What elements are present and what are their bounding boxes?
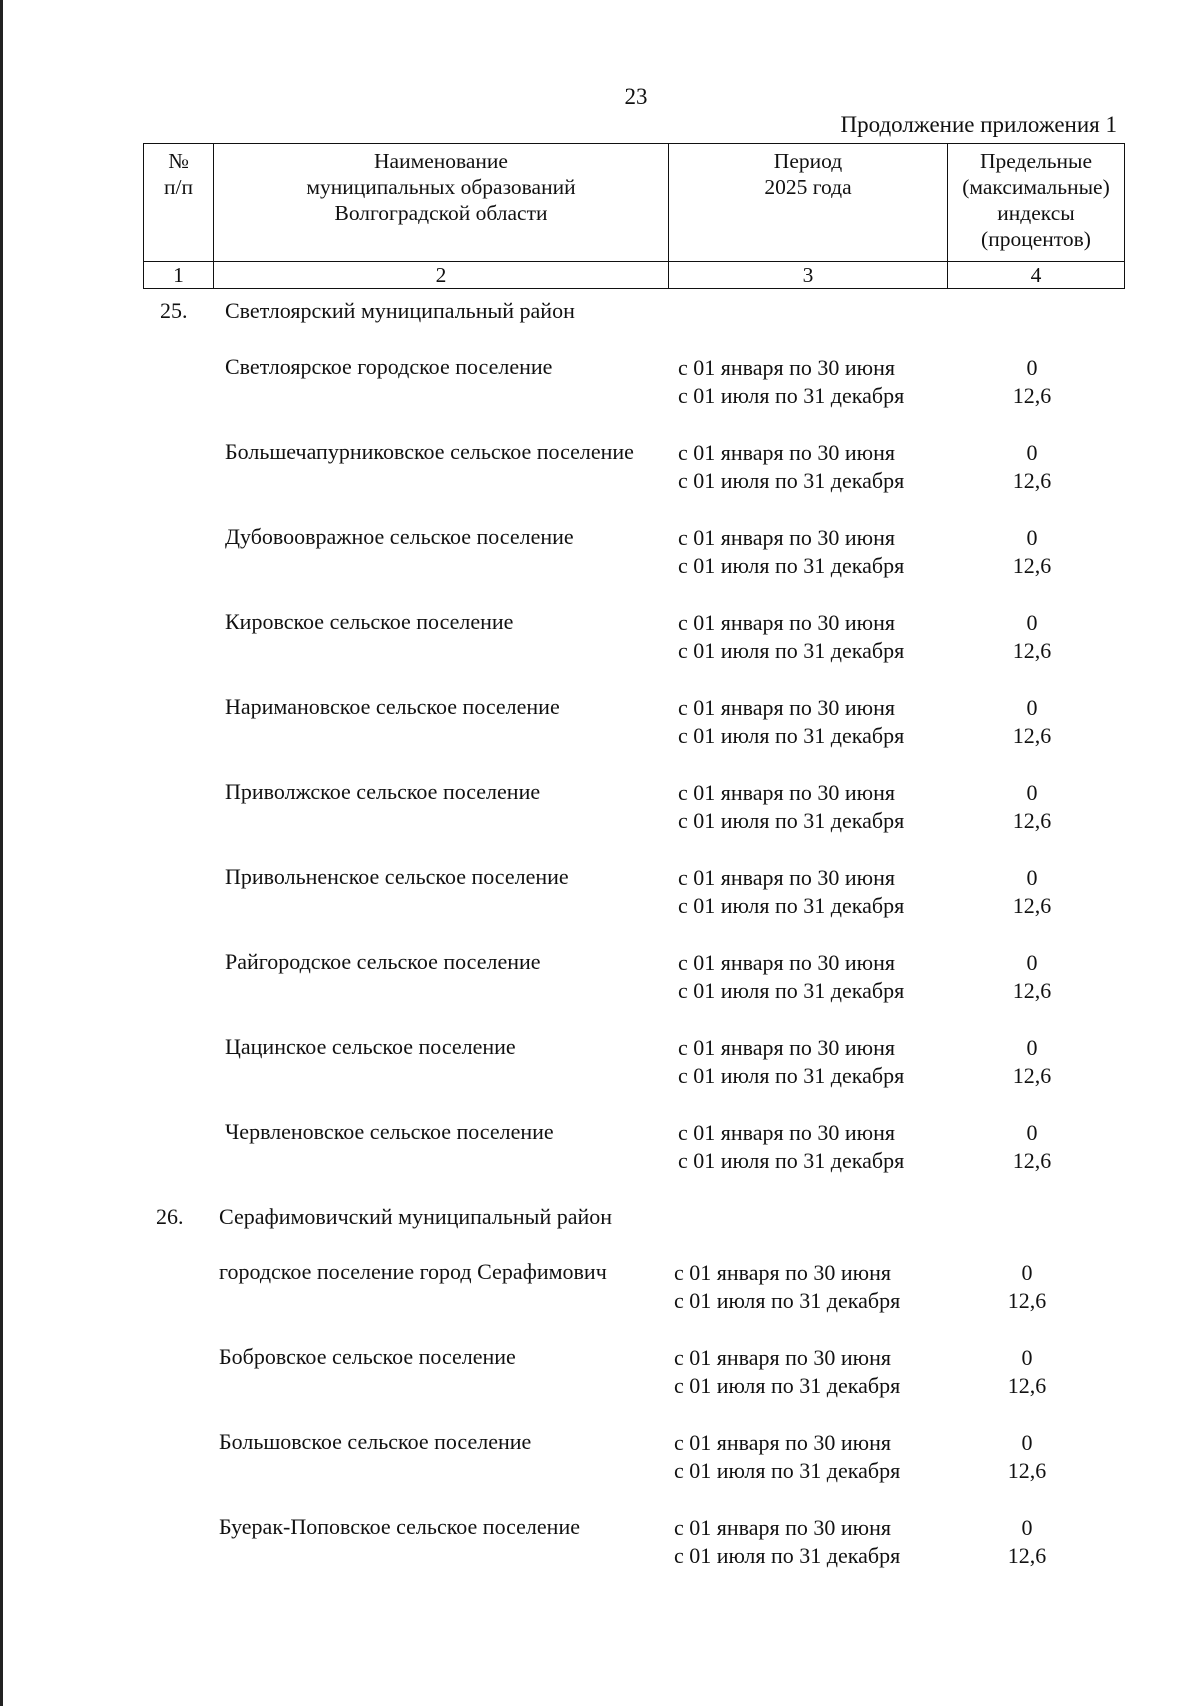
period-line: с 01 июля по 31 декабря [678, 468, 905, 493]
period-line: с 01 января по 30 июня [674, 1515, 892, 1540]
settlement-name: Кировское сельское поселение [225, 609, 514, 634]
index-value: 12,6 [1012, 468, 1052, 493]
period-line: с 01 января по 30 июня [678, 440, 896, 465]
header-line: Предельные [979, 149, 1093, 173]
period-cell [678, 779, 904, 835]
header-line: (процентов) [981, 227, 1091, 251]
index-value: 0 [1026, 1035, 1038, 1060]
period-line: с 01 июля по 31 декабря [678, 808, 905, 833]
district-number: 25. [160, 298, 188, 323]
index-cell [982, 1344, 1072, 1400]
period-line: с 01 июля по 31 декабря [678, 1063, 905, 1088]
period-line: с 01 июля по 31 декабря [674, 1373, 901, 1398]
index-cell [982, 1259, 1072, 1315]
index-value: 0 [1021, 1260, 1033, 1285]
index-value: 0 [1026, 525, 1038, 550]
period-cell [678, 864, 904, 920]
period-line: с 01 января по 30 июня [678, 865, 896, 890]
index-value: 12,6 [1012, 893, 1052, 918]
index-cell [987, 779, 1077, 835]
index-value: 0 [1026, 1120, 1038, 1145]
index-value: 12,6 [1012, 553, 1052, 578]
index-value: 12,6 [1012, 638, 1052, 663]
header-line: Волгоградской области [334, 201, 548, 225]
column-number-3: 3 [669, 262, 948, 289]
header-line: муниципальных образований [306, 175, 576, 199]
period-cell [678, 694, 904, 750]
index-value: 0 [1026, 950, 1038, 975]
period-cell [678, 439, 904, 495]
period-cell [674, 1514, 900, 1570]
settlement-name: Райгородское сельское поселение [225, 949, 541, 974]
index-cell [987, 864, 1077, 920]
index-value: 0 [1026, 865, 1038, 890]
period-line: с 01 января по 30 июня [674, 1260, 892, 1285]
period-line: с 01 января по 30 июня [674, 1345, 892, 1370]
period-line: с 01 июля по 31 декабря [674, 1543, 901, 1568]
index-value: 12,6 [1012, 1063, 1052, 1088]
settlement-name: Червленовское сельское поселение [225, 1119, 554, 1144]
settlement-name: Большовское сельское поселение [219, 1429, 532, 1454]
period-cell [674, 1344, 900, 1400]
header-line: № [168, 149, 189, 173]
index-value: 12,6 [1007, 1373, 1047, 1398]
period-line: с 01 января по 30 июня [678, 695, 896, 720]
period-line: с 01 января по 30 июня [674, 1430, 892, 1455]
index-value: 0 [1026, 355, 1038, 380]
settlement-name: Приволжское сельское поселение [225, 779, 541, 804]
period-line: с 01 января по 30 июня [678, 610, 896, 635]
district-name: Серафимовичский муниципальный район [219, 1204, 613, 1229]
settlement-name: Привольненское сельское поселение [225, 864, 569, 889]
index-value: 12,6 [1007, 1458, 1047, 1483]
index-value: 12,6 [1012, 383, 1052, 408]
period-cell [674, 1259, 900, 1315]
index-value: 0 [1026, 440, 1038, 465]
index-value: 12,6 [1012, 1148, 1052, 1173]
period-line: с 01 июля по 31 декабря [678, 383, 905, 408]
header-line: Период [773, 149, 843, 173]
district-number: 26. [156, 1204, 184, 1229]
index-value: 12,6 [1007, 1543, 1047, 1568]
period-cell [674, 1429, 900, 1485]
settlement-name: Бобровское сельское поселение [219, 1344, 516, 1369]
index-value: 0 [1026, 695, 1038, 720]
period-line: с 01 июля по 31 декабря [678, 893, 905, 918]
index-cell [987, 354, 1077, 410]
period-line: с 01 июля по 31 декабря [678, 1148, 905, 1173]
period-cell [678, 1034, 904, 1090]
index-value: 0 [1021, 1430, 1033, 1455]
column-number-2: 2 [214, 262, 669, 289]
index-value: 0 [1026, 610, 1038, 635]
period-line: с 01 июля по 31 декабря [674, 1288, 901, 1313]
index-value: 12,6 [1012, 723, 1052, 748]
period-line: с 01 января по 30 июня [678, 525, 896, 550]
index-value: 12,6 [1007, 1288, 1047, 1313]
period-line: с 01 января по 30 июня [678, 1120, 896, 1145]
period-line: с 01 января по 30 июня [678, 355, 896, 380]
period-line: с 01 июля по 31 декабря [674, 1458, 901, 1483]
period-line: с 01 июля по 31 декабря [678, 638, 905, 663]
settlement-name: Светлоярское городское поселение [225, 354, 553, 379]
index-cell [987, 1119, 1077, 1175]
period-line: с 01 июля по 31 декабря [678, 978, 905, 1003]
index-cell [987, 524, 1077, 580]
settlement-name: Цацинское сельское поселение [225, 1034, 516, 1059]
header-line: п/п [164, 175, 193, 199]
index-cell [982, 1514, 1072, 1570]
period-line: с 01 января по 30 июня [678, 1035, 896, 1060]
district-name: Светлоярский муниципальный район [225, 298, 575, 323]
header-line: Наименование [374, 149, 508, 173]
settlement-name: Буерак-Поповское сельское поселение [219, 1514, 580, 1539]
column-number-4: 4 [948, 262, 1125, 289]
index-cell [987, 609, 1077, 665]
index-value: 0 [1021, 1345, 1033, 1370]
period-line: с 01 июля по 31 декабря [678, 553, 905, 578]
settlement-name: Наримановское сельское поселение [225, 694, 560, 719]
period-line: с 01 января по 30 июня [678, 780, 896, 805]
index-value: 12,6 [1012, 978, 1052, 1003]
column-number-1: 1 [144, 262, 214, 289]
index-value: 0 [1021, 1515, 1033, 1540]
period-cell [678, 524, 904, 580]
header-line: (максимальные) [962, 175, 1110, 199]
period-cell [678, 609, 904, 665]
period-line: с 01 июля по 31 декабря [678, 723, 905, 748]
period-cell [678, 1119, 904, 1175]
settlement-name: Большечапурниковское сельское поселение [225, 439, 634, 464]
period-cell [678, 949, 904, 1005]
index-cell [987, 1034, 1077, 1090]
period-cell [678, 354, 904, 410]
settlement-name: городское поселение город Серафимович [219, 1259, 607, 1284]
index-cell [987, 694, 1077, 750]
index-cell [982, 1429, 1072, 1485]
page-number: 23 [624, 84, 648, 109]
index-value: 12,6 [1012, 808, 1052, 833]
period-line: с 01 января по 30 июня [678, 950, 896, 975]
index-cell [987, 439, 1077, 495]
index-cell [987, 949, 1077, 1005]
continuation-label: Продолжение приложения 1 [840, 112, 1117, 137]
header-line: 2025 года [764, 175, 852, 199]
settlement-name: Дубовоовражное сельское поселение [225, 524, 574, 549]
index-value: 0 [1026, 780, 1038, 805]
header-line: индексы [997, 201, 1075, 225]
